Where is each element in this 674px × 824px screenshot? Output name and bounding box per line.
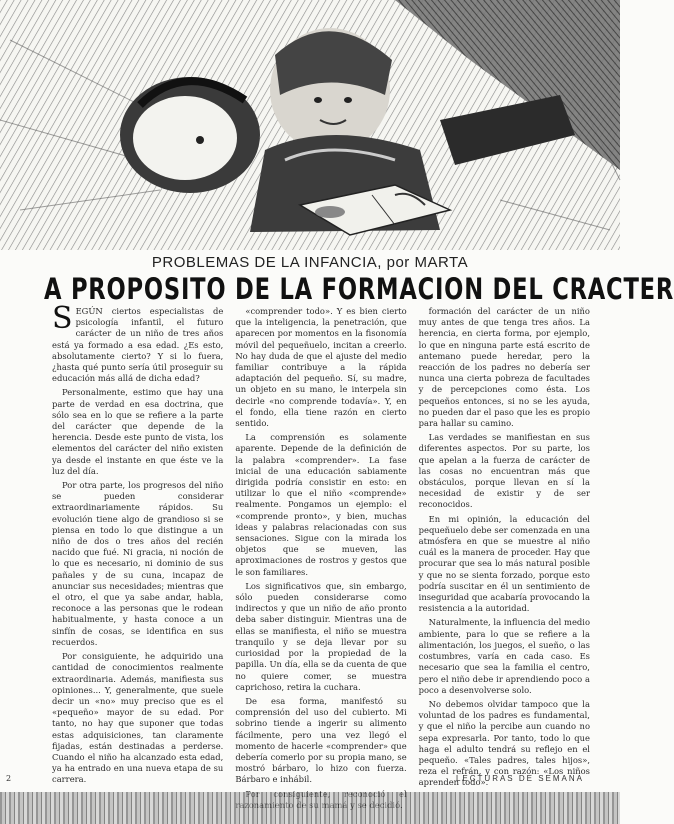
paragraph: SEGÚN ciertos especialistas de psicología infantil, el futuro carácter de un niño de tres años está ya formado a esa edad. ¿Es esto, absolutamente cierto? Y si lo fuera, ¿hasta qué punto sería útil proseguir su educación más allá de dicha edad? <box>52 301 224 384</box>
paragraph: Las verdades se manifiestan en sus diferentes aspectos. Por su parte, los que apelan a la fuerza de carácter de las cosas no encuentran más que obstáculos, porque llevan en sí la necesidad de existir y de ser reconocidos. <box>418 432 590 510</box>
paragraph: Por consiguiente, he adquirido una cantidad de conocimientos realmente extraordinaria. Además, manifiesta sus opiniones... Y, generalmente, que suele decir un «no» muy preciso que es el «pequeño» mayor de su edad. Por tanto, no hay que suponer que todas estas adquisiciones, tan claramente fijadas, están destinadas a perderse. Cuando el niño ha alcanzado esta edad, ya ha entrado en una nueva etapa de su carrera. <box>52 651 224 785</box>
paragraph: Naturalmente, la influencia del medio ambiente, para lo que se refiere a la alimentación, los juegos, el sueño, o las costumbres, varía en cada caso. Es necesario que sea la familia el centro, pero el niño debe ir aprendiendo poco a poco a desenvolverse solo. <box>418 617 590 695</box>
paragraph: formación del carácter de un niño muy antes de que tenga tres años. La herencia, en cierta forma, por ejemplo, lo que en ninguna parte está escrito de antemano puede heredar, pero la reacción de los padres no debería ser nunca una cierta pobreza de facultades y de percepciones como ésta. Los pequeños entonces, si no se les ayuda, no pueden dar el paso que les es propio para hallar su camino. <box>418 306 590 429</box>
page-number: 2 <box>6 774 12 783</box>
magazine-name: LECTURAS DE SEMANA <box>455 774 584 783</box>
paragraph: No debemos olvidar tampoco que la voluntad de los padres es fundamental, y que el niño la percibe aun cuando no sepa expresarla. Por tanto, todo lo que haga el adulto tendrá su reflejo en el pequeño. «Tales padres, tales hijos», reza el refrán, y con razón: «Los niños aprenden todo». <box>418 698 590 788</box>
paragraph: Los significativos que, sin embargo, sólo pueden considerarse como indirectos y que un niño de año pronto deba saber distinguir. Mientras una de ellas se manifiesta, el niño se muestra tranquilo y se deja llevar por su curiosidad por la propiedad de la papilla. Un día, ella se da cuenta de que no quiere comer, se muestra caprichoso, retira la cuchara. <box>235 580 407 692</box>
article-kicker: PROBLEMAS DE LA INFANCIA, por MARTA <box>151 254 469 271</box>
column-2 <box>235 306 407 785</box>
paragraph: Por otra parte, los progresos del niño se pueden considerar extraordinariamente rápidos. Su evolución tiene algo de grandioso si se piensa en todo lo que distingue a un niño de dos o tres años del recién nacido que fué. Ni gracia, ni noción de lo que es necesario, ni dominio de sus pañales y de su cuna, incapaz de anunciar sus necesidades; mientras que el otro, el que ya sabe andar, habla, reconoce a las personas que le rodean habitualmente, y hasta conoce a un sinfín de cosas, se identifica en sus recuerdos. <box>52 480 224 647</box>
paragraph: Personalmente, estimo que hay una parte de verdad en esa doctrina, que sólo sea en lo que se refiere a la parte del carácter que depende de la herencia. Desde este punto de vista, los elementos del carácter del niño existen ya desde el instante en que éste ve la luz del día. <box>52 387 224 476</box>
article-illustration <box>0 0 620 250</box>
child-illustration <box>0 0 620 250</box>
paragraph: De esa forma, manifestó su comprensión del uso del cubierto. Mi sobrino tiende a ingerir su alimento fácilmente, pero una vez llegó el momento de hacerle «comprender» que debería comerlo por su propia mano, se mostró bárbaro, lo hizo con fuerza. Bárbaro e inhábil. <box>235 695 407 785</box>
paragraph: En mi opinión, la educación del pequeñuelo debe ser comenzada en una atmósfera en que se muestre al niño cuál es la manera de proceder. Hay que procurar que sea lo más natural posible y que no se sienta forzado, porque esto podría suscitar en él un sentimiento de inseguridad que acabaría provocando la resistencia a la autoridad. <box>418 513 590 614</box>
drop-cap: S <box>52 301 73 336</box>
page-edge-strip <box>0 792 620 824</box>
column-1 <box>52 301 224 785</box>
paragraph: La comprensión es solamente aparente. Depende de la definición de la palabra «comprender». La fase inicial de una educación sabiamente dirigida podría consistir en esto: en utilizar lo que el niño «comprende» realmente. Pongamos un ejemplo: el «comprende pronto», y bien, muchas ideas y palabras relacionadas con sus sensaciones. Sigue con la mirada los objetos que se mueven, las aproximaciones de rostros y gestos que le son familiares. <box>235 432 407 577</box>
paragraph: «comprender todo». Y es bien cierto que la inteligencia, la penetración, que aparecen por momentos en la fisonomía móvil del pequeñuelo, incitan a creerlo. No hay duda de que el ajuste del medio familiar contribuye a la rápida adaptación del pequeño. Sí, su madre, un objeto en su mano, le interpela sin decirle «no comprende todavía». Y, en el fondo, ella tiene razón en cierto sentido. <box>235 306 407 429</box>
article-headline: A PROPOSITO DE LA FORMACION DEL CRACTER <box>44 272 674 306</box>
